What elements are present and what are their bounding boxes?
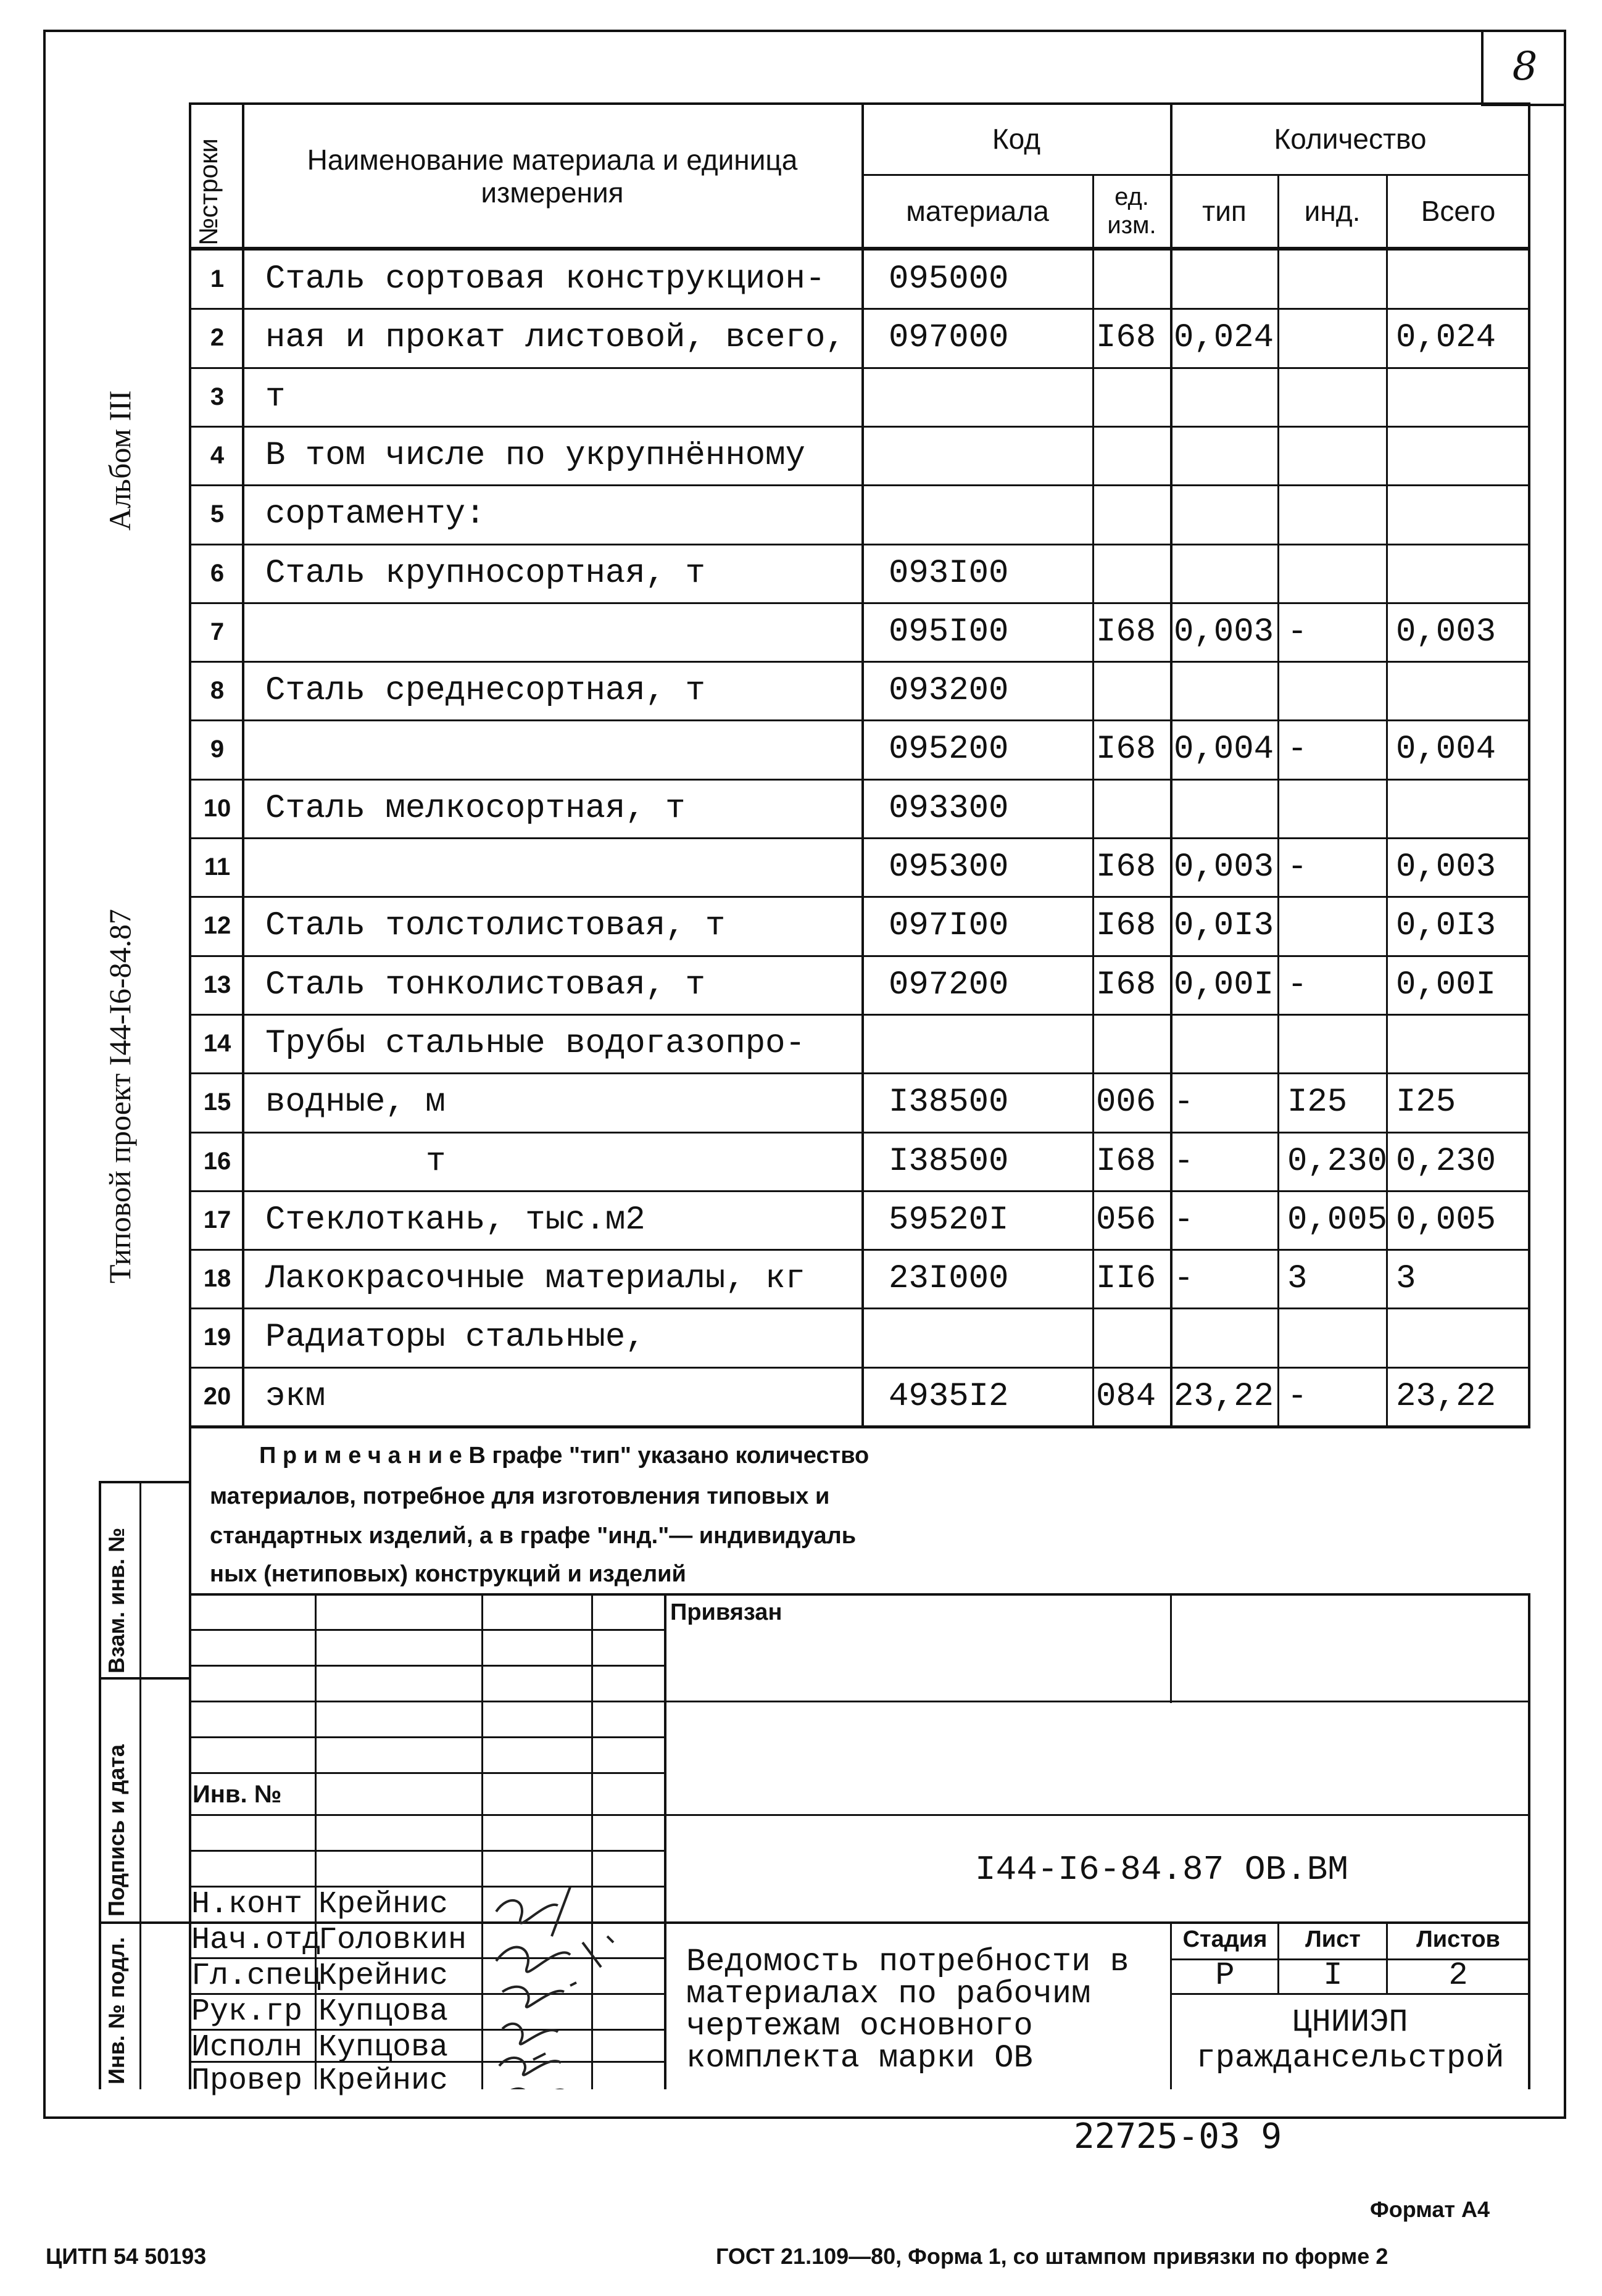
header-code: Код [992,122,1041,155]
row-total: I25 [1396,1083,1456,1121]
row-total: 0,024 [1396,318,1496,357]
row-ind: - [1287,1377,1308,1415]
row-code: 093I00 [889,554,1009,592]
row-total: 0,005 [1396,1201,1496,1239]
row-type: - [1174,1201,1194,1239]
footer-left: ЦИТП 54 50193 [46,2244,207,2269]
row-code: 097200 [889,966,1009,1004]
header-row-number: №строки [194,138,223,246]
row-unit: I68 [1096,730,1156,768]
header-code-material: материала [906,194,1049,227]
row-ind: - [1287,966,1308,1004]
row-number: 20 [203,1382,231,1410]
handwritten-number: 22725-03 9 [1074,2116,1282,2157]
role-title: Н.конт [191,1887,303,1922]
row-name: сортаменту: [265,495,486,533]
row-unit: I68 [1096,848,1156,886]
row-name: Сталь сортовая конструкцион- [265,260,826,298]
row-code: 095300 [889,848,1009,886]
sheet-number: 8 [1481,30,1566,106]
title-line-3: чертежам основного [686,2008,1033,2044]
row-number: 5 [210,500,225,528]
stage-label: Стадия [1182,1926,1268,1952]
row-number: 2 [210,323,225,351]
role-title: Исполн [191,2030,303,2065]
row-type: 23,22 [1174,1377,1274,1415]
row-total: 0,230 [1396,1142,1496,1180]
row-number: 17 [203,1206,231,1233]
header-quantity-total: Всего [1421,194,1496,227]
header-name: Наименование материала и единица измерения [307,144,798,209]
row-code: 095I00 [889,613,1009,651]
row-total: 3 [1396,1259,1416,1298]
row-name: Сталь среднесортная, т [265,671,705,710]
row-unit: 084 [1096,1377,1156,1415]
row-unit: II6 [1096,1259,1156,1298]
role-title: Провер [191,2063,303,2099]
row-name: ная и прокат листовой, всего, [265,318,845,357]
row-ind: 0,005 [1287,1201,1388,1239]
row-name: экм [265,1377,326,1415]
org-line-2: граждансельстрой [1196,2040,1504,2076]
row-number: 13 [203,971,231,998]
row-unit: I68 [1096,966,1156,1004]
row-number: 16 [203,1147,231,1175]
header-quantity: Количество [1274,122,1427,155]
row-total: 0,003 [1396,613,1496,651]
row-number: 10 [203,794,231,822]
row-number: 1 [210,265,225,292]
row-name: Стеклоткань, тыс.м2 [265,1201,645,1239]
sheets-value: 2 [1448,1957,1468,1994]
role-person: Крейнис [318,1887,449,1922]
row-unit: I68 [1096,1142,1156,1180]
row-name: Лакокрасочные материалы, кг [265,1259,805,1298]
row-number: 15 [203,1088,231,1116]
row-divider [189,367,1530,369]
role-title: Рук.гр [191,1994,303,2029]
role-title: Нач.отд [191,1923,322,1958]
row-unit: I68 [1096,613,1156,651]
row-name: водные, м [265,1083,446,1121]
row-total: 0,004 [1396,730,1496,768]
row-number: 18 [203,1264,231,1292]
row-type: - [1174,1083,1194,1121]
org-line-1: ЦНИИЭП [1292,2004,1408,2041]
album-label: Альбом III [102,390,137,531]
project-label: Типовой проект I44-I6-84.87 [102,909,137,1283]
role-person: Головкин [318,1923,467,1958]
role-title: Гл.спец [191,1958,322,1994]
title-line-4: комплекта марки ОВ [686,2040,1033,2076]
row-code: 23I000 [889,1259,1009,1298]
row-name: Сталь тонколистовая, т [265,966,705,1004]
row-type: 0,0I3 [1174,906,1274,945]
row-number: 7 [210,618,225,645]
row-code: 095000 [889,260,1009,298]
row-total: 0,00I [1396,966,1496,1004]
row-name: Сталь крупносортная, т [265,554,705,592]
format-label: Формат А4 [1370,2197,1490,2222]
row-ind: I25 [1287,1083,1348,1121]
inv-no-label: Инв. № [193,1781,282,1808]
header-code-unit: ед. изм. [1107,183,1156,239]
stage-value: Р [1215,1957,1235,1994]
title-line-1: Ведомость потребности в [686,1944,1129,1980]
row-name: Радиаторы стальные, [265,1318,645,1356]
document-code: I44-I6-84.87 ОВ.ВМ [975,1850,1348,1889]
row-code: I38500 [889,1083,1009,1121]
role-person: Купцова [318,1994,449,2029]
row-number: 8 [210,676,225,704]
row-number: 14 [203,1029,231,1057]
row-code: 095200 [889,730,1009,768]
row-ind: 0,230 [1287,1142,1388,1180]
row-number: 3 [210,383,225,410]
row-total: 0,0I3 [1396,906,1496,945]
role-person: Крейнис [318,1958,449,1994]
row-unit: 006 [1096,1083,1156,1121]
header-quantity-type: тип [1202,194,1247,227]
row-type: 0,003 [1174,613,1274,651]
row-name: Сталь мелкосортная, т [265,789,686,827]
signatures-graphic [484,1875,650,2089]
row-unit: I68 [1096,906,1156,945]
row-name: т [265,378,286,416]
row-number: 19 [203,1323,231,1351]
row-type: 0,003 [1174,848,1274,886]
row-ind: - [1287,848,1308,886]
row-type: - [1174,1259,1194,1298]
row-name: В том числе по укрупнённому [265,436,805,475]
row-code: 093200 [889,671,1009,710]
note-line-2: материалов, потребное для изготовления типовых и [210,1483,830,1509]
row-ind: - [1287,730,1308,768]
row-name: Трубы стальные водогазопро- [265,1024,805,1063]
privyazan-label: Привязан [670,1599,782,1625]
row-code: 097I00 [889,906,1009,945]
sheet-value: I [1323,1957,1343,1994]
inv-podl-label: Инв. № подл. [104,1937,129,2084]
row-code: 097000 [889,318,1009,357]
row-divider [189,1425,1530,1427]
row-type: 0,00I [1174,966,1274,1004]
vzam-inv-label: Взам. инв. № [104,1527,129,1673]
footer-gost: ГОСТ 21.109—80, Форма 1, со штампом привязки по форме 2 [716,2244,1388,2269]
row-ind: 3 [1287,1259,1308,1298]
row-type: 0,004 [1174,730,1274,768]
row-divider [189,1367,1530,1369]
row-name: Сталь толстолистовая, т [265,906,726,945]
row-unit: I68 [1096,318,1156,357]
row-code: I38500 [889,1142,1009,1180]
header-quantity-ind: инд. [1304,194,1361,227]
podpis-data-label: Подпись и дата [104,1744,129,1917]
role-person: Крейнис [318,2063,449,2099]
title-line-2: материалах по рабочим [686,1976,1091,2012]
note-line-3: стандартных изделий, а в графе "инд."— индивидуаль [210,1523,857,1549]
row-number: 4 [210,441,225,469]
row-code: 59520I [889,1201,1009,1239]
role-person: Купцова [318,2030,449,2065]
sheet-label: Лист [1305,1926,1361,1952]
row-number: 6 [210,559,225,587]
row-number: 12 [203,911,231,939]
row-type: 0,024 [1174,318,1274,357]
row-ind: - [1287,613,1308,651]
row-number: 9 [210,735,225,763]
row-total: 23,22 [1396,1377,1496,1415]
row-type: - [1174,1142,1194,1180]
row-number: 11 [204,853,231,881]
row-name: т [426,1142,446,1180]
note-line-1: П р и м е ч а н и е В графе "тип" указано количество [259,1443,869,1469]
row-unit: 056 [1096,1201,1156,1239]
sheets-label: Листов [1416,1926,1500,1952]
note-line-4: ных (нетиповых) конструкций и изделий [210,1561,686,1587]
row-code: 4935I2 [889,1377,1009,1415]
row-code: 093300 [889,789,1009,827]
row-total: 0,003 [1396,848,1496,886]
